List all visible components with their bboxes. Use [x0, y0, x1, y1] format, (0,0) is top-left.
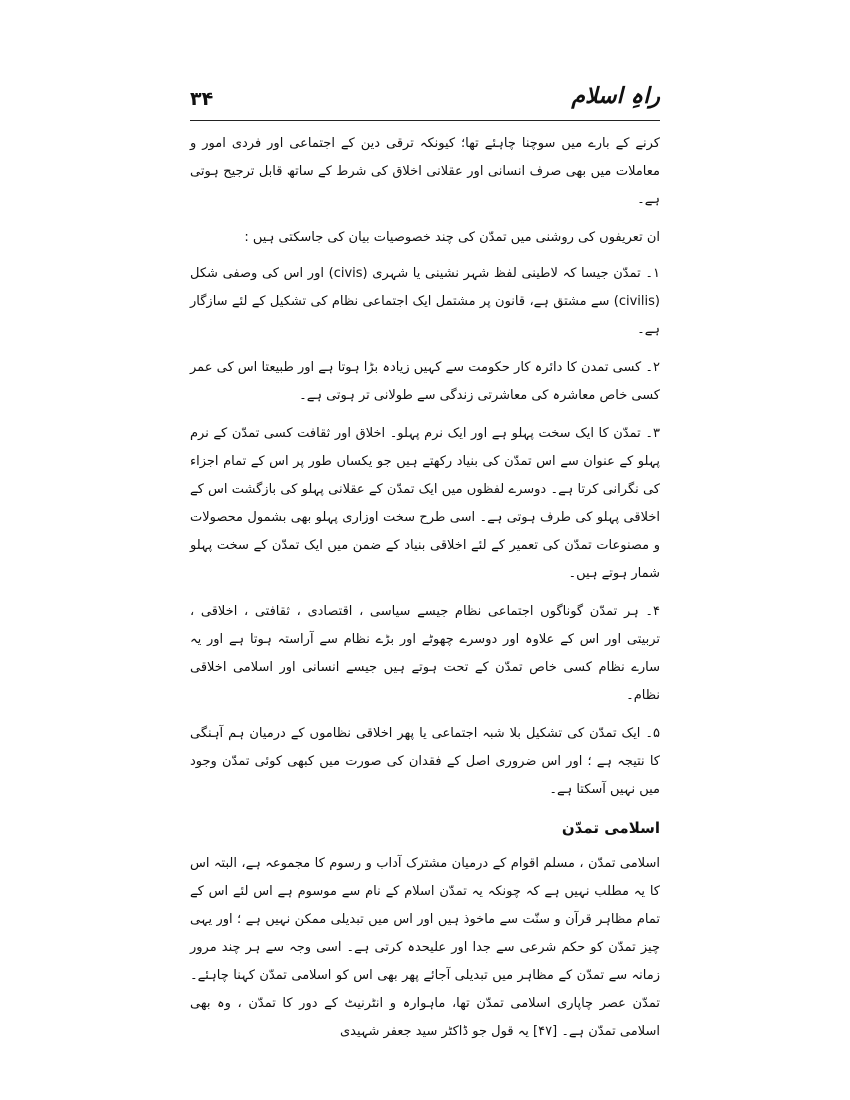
running-title: راہِ اسلام — [571, 84, 660, 109]
page-header — [190, 84, 660, 118]
body-text — [190, 130, 660, 1056]
paragraph: ان تعریفوں کی روشنی میں تمدّن کی چند خصوصیات بیان کی جاسکتی ہیں : — [244, 230, 660, 245]
list-item: ۲۔ کسی تمدن کا دائرہ کار حکومت سے کہیں زیادہ بڑا ہوتا ہے اور طبیعتا اس کی عمر کسی خاص معاشرہ کی معاشرتی زندگی سے طولانی تر ہوتی ہے۔ — [190, 360, 660, 403]
page-number: ۳۴ — [190, 88, 214, 110]
header-rule — [190, 120, 660, 121]
section-paragraph: اسلامی تمدّن ، مسلم اقوام کے درمیان مشترک آداب و رسوم کا مجموعہ ہے، البتہ اس کا یہ مطلب نہیں ہے کہ چونکہ یہ تمدّن اسلام کے نام سے موسوم ہے اس لئے اس کے تمام مظاہر قرآن و سنّت سے ماخوذ ہیں اور اس میں تبدیلی ممکن نہیں ہے ؛ اور یہی چیز تمدّن کو حکم شرعی سے جدا اور علیحدہ کرتی ہے۔ اسی وجہ سے ہر چند مرور زمانہ سے تمدّن کے مظاہر میں تبدیلی آجائے پھر بھی اس کو اسلامی تمدّن کہنا چاہئے۔ تمدّن عصر چاپاری اسلامی تمدّن تھا، ماہوارہ و انٹرنیٹ کے دور کا تمدّن ، وہ بھی اسلامی تمدّن ہے۔ [۴۷] یہ قول جو ڈاکٹر سید جعفر شہیدی — [190, 856, 660, 1039]
section-heading: اسلامی تمدّن — [561, 819, 660, 837]
list-item: ۳۔ تمدّن کا ایک سخت پہلو ہے اور ایک نرم پہلو۔ اخلاق اور ثقافت کسی تمدّن کے نرم پہلو کے عنوان سے اس تمدّن کی بنیاد رکھتے ہیں جو یکساں طور پر اس کے تمام اجزاء کی نگرانی کرتا ہے۔ دوسرے لفظوں میں ایک تمدّن کے عقلانی پہلو کی بازگشت اس کے اخلاقی پہلو کی طرف ہوتی ہے۔ اسی طرح سخت اوزاری پہلو بھی بشمول محصولات و مصنوعات تمدّن کی تعمیر کے لئے اخلاقی بنیاد کے ضمن میں ایک تمدّن کے سخت پہلو شمار ہوتے ہیں۔ — [190, 426, 660, 581]
list-item: ۱۔ تمدّن جیسا کہ لاطینی لفظ شہر نشینی یا شہری (civis) اور اس کی وصفی شکل (civilis) سے مشتق ہے، قانون پر مشتمل ایک اجتماعی نظام کی تشکیل کے لئے سازگار ہے۔ — [190, 266, 660, 337]
paragraph: کرنے کے بارے میں سوچنا چاہئے تھا؛ کیونکہ ترقی دین کے اجتماعی اور فردی امور و معاملات میں بھی صرف انسانی اور عقلانی اخلاق کی شرط کے ساتھ قابل ترجیح ہوتی ہے۔ — [190, 136, 660, 207]
list-item: ۵۔ ایک تمدّن کی تشکیل بلا شبہ اجتماعی یا پھر اخلاقی نظاموں کے درمیان ہم آہنگی کا نتیجہ ہے ؛ اور اس ضروری اصل کے فقدان کی صورت میں کبھی کوئی تمدّن وجود میں نہیں آسکتا ہے۔ — [190, 726, 660, 797]
list-item: ۴۔ ہر تمدّن گوناگوں اجتماعی نظام جیسے سیاسی ، اقتصادی ، ثقافتی ، اخلاقی ، تربیتی اور اس کے علاوہ اور دوسرے چھوٹے اور بڑے نظام سے آراستہ ہوتا ہے اور یہ سارے نظام کسی خاص تمدّن کے تحت ہوتے ہیں جیسے انسانی اور اسلامی اخلاقی نظام۔ — [190, 604, 660, 703]
